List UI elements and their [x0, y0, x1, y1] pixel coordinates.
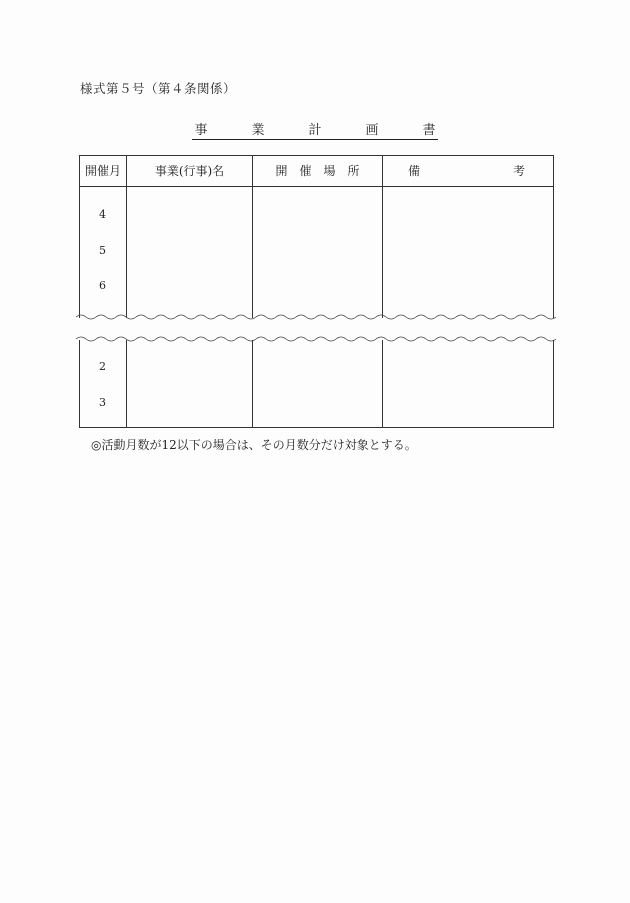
title-char: 事	[194, 123, 208, 138]
title-char: 計	[308, 123, 322, 138]
column-divider	[252, 340, 253, 427]
month-cell: 2	[99, 360, 106, 373]
header-venue: 開 催 場 所	[275, 164, 360, 178]
header-month: 開催月	[84, 164, 121, 178]
month-cell: 3	[99, 396, 106, 409]
table-break-line	[76, 313, 556, 321]
column-divider	[382, 340, 383, 427]
title-char: 書	[422, 123, 436, 138]
footnote: ◎活動月数が12以下の場合は、その月数分だけ対象とする。	[91, 438, 417, 452]
month-cell: 4	[99, 208, 106, 221]
title-char: 画	[365, 123, 379, 138]
form-number: 様式第５号（第４条関係）	[80, 81, 237, 96]
title-char: 業	[251, 123, 265, 138]
plan-table-bottom	[79, 340, 554, 428]
column-divider	[126, 340, 127, 427]
header-remarks-right: 考	[512, 164, 525, 178]
month-cell: 5	[99, 244, 106, 257]
document-title	[0, 119, 630, 140]
header-remarks-left: 備	[407, 164, 420, 178]
column-divider	[382, 156, 383, 318]
month-cell: 6	[99, 279, 106, 292]
header-event-name: 事業(行事)名	[154, 164, 225, 178]
plan-table-top	[79, 155, 554, 318]
